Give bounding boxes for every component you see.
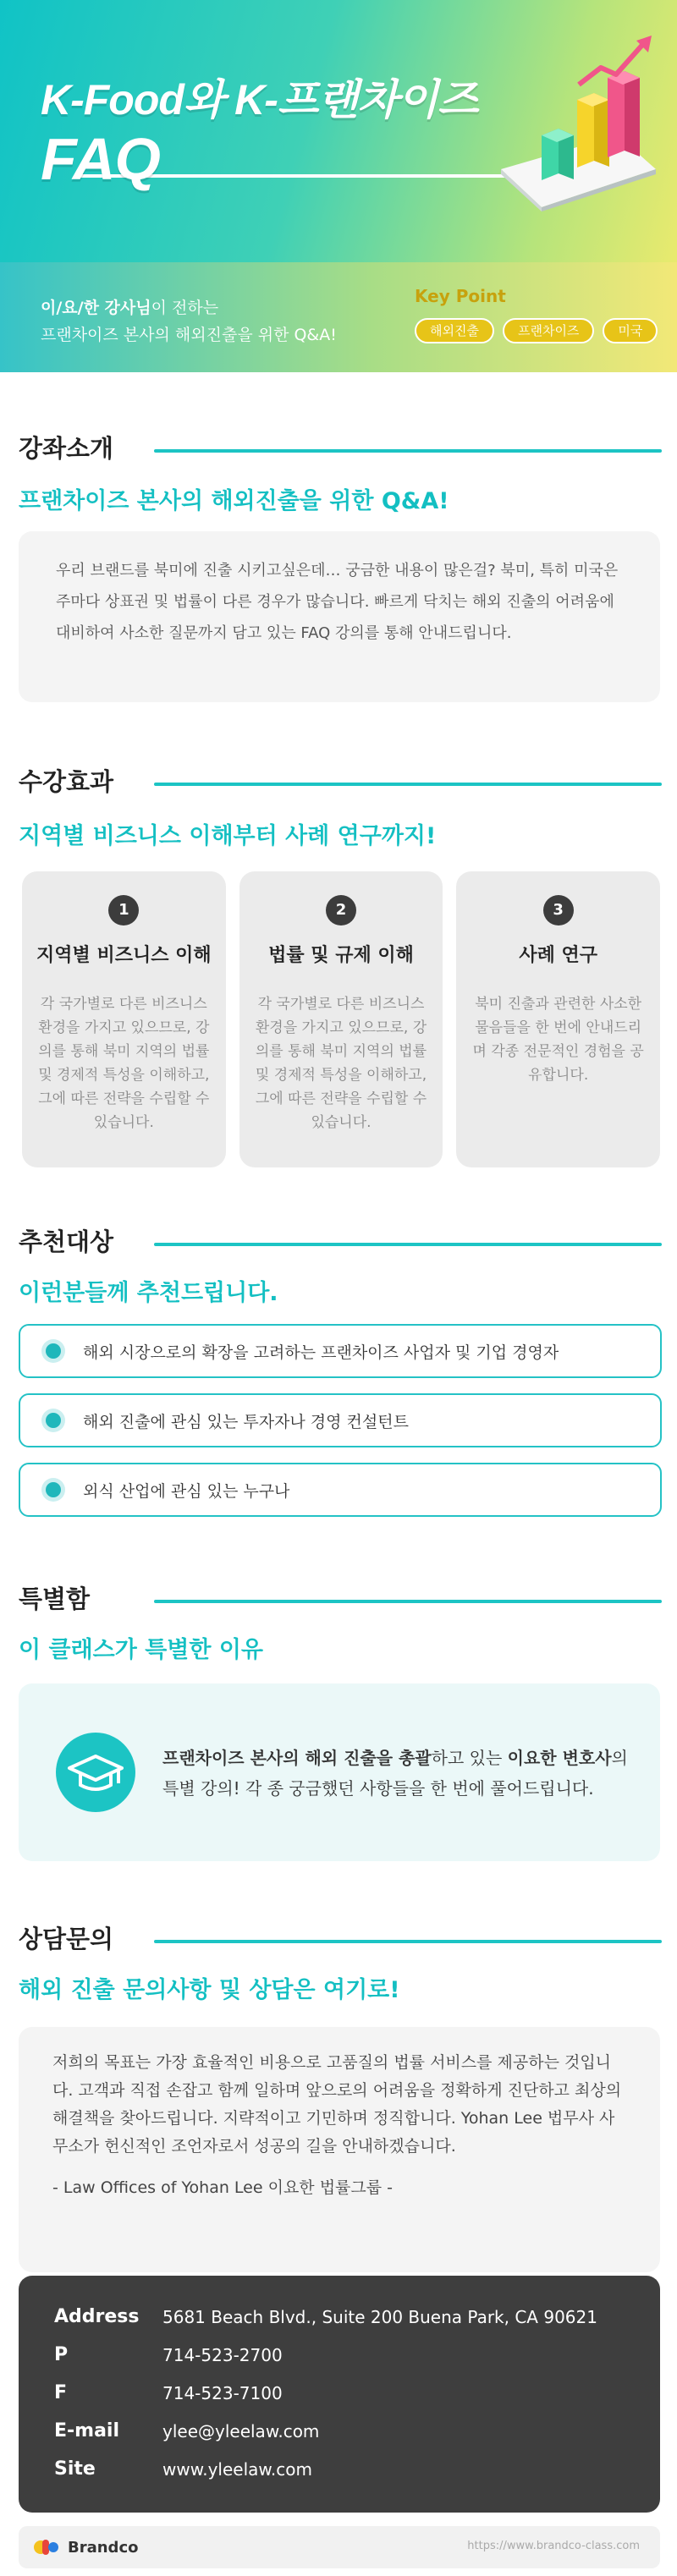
tag-usa: 미국 bbox=[603, 318, 658, 343]
info-row-email bbox=[54, 2412, 625, 2450]
hero-subtitle bbox=[41, 294, 337, 349]
recommend-heading-text: 추천대상 bbox=[19, 1228, 114, 1256]
list-item-text: 해외 시장으로의 확장을 고려하는 프랜차이즈 사업자 및 기업 경영자 bbox=[83, 1343, 559, 1362]
subtitle-line2: 프랜차이즈 본사의 해외진출을 위한 Q&A! bbox=[41, 326, 337, 344]
contact-body: 저희의 목표는 가장 효율적인 비용으로 고품질의 법률 서비스를 제공하는 것입니다. 고객과 직접 손잡고 함께 일하며 앞으로의 어려움을 정확하게 진단하고 최상의 해결책을 찾아드립니다. 지략적이고 기민하며 정직합니다. Yohan Lee 법무사 사무소가 헌신적인 조언자로서 성공의 길을 안내하겠습니다. bbox=[52, 2053, 622, 2156]
bullet-dot bbox=[46, 1413, 61, 1428]
card-desc: 각 국가별로 다른 비즈니스 환경을 가지고 있으므로, 강의를 통해 북미 지역의 법률 및 경제적 특성을 이해하고, 그에 따른 전략을 수립할 수 있습니다. bbox=[38, 996, 210, 1131]
subtitle-rest: 이 전하는 bbox=[151, 299, 219, 317]
email-link[interactable]: ylee@yleelaw.com bbox=[162, 2420, 320, 2441]
bar-chart-illustration-icon bbox=[491, 34, 660, 211]
intro-body: 우리 브랜드를 북미에 진출 시키고싶은데… 궁금한 내용이 많은걸? 북미, 특히 미국은 주마다 상표권 및 법률이 다른 경우가 많습니다. 빠르게 닥치는 해외 진출의 어려움에 대비하여 사소한 질문까지 담고 있는 FAQ 강의를 통해 안내드립니다. bbox=[19, 531, 660, 702]
hero-title-line1: K-Food와 K-프랜차이즈 bbox=[41, 76, 478, 124]
card-desc: 각 국가별로 다른 비즈니스 환경을 가지고 있으므로, 강의를 통해 북미 지역의 법률 및 경제적 특성을 이해하고, 그에 따른 전략을 수립할 수 있습니다. bbox=[255, 996, 427, 1131]
list-item bbox=[19, 1393, 662, 1447]
site-link[interactable]: www.yleelaw.com bbox=[162, 2458, 313, 2480]
effect-card bbox=[239, 871, 443, 1167]
card-desc: 북미 진출과 관련한 사소한 물음들을 한 번에 안내드리며 각종 전문적인 경험을 공유합니다. bbox=[472, 996, 644, 1084]
list-item bbox=[19, 1463, 662, 1517]
recommend-subheading: 이런분들께 추천드립니다. bbox=[19, 1280, 278, 1306]
bullet-dot bbox=[46, 1482, 61, 1497]
special-mid: 하고 있는 bbox=[431, 1748, 508, 1768]
tag-overseas: 해외진출 bbox=[415, 318, 494, 343]
contact-heading bbox=[19, 1920, 662, 1954]
footer-url[interactable]: https://www.brandco-class.com bbox=[467, 2540, 640, 2552]
effects-subheading: 지역별 비즈니스 이해부터 사례 연구까지! bbox=[19, 823, 437, 849]
list-item-text: 외식 산업에 관심 있는 누구나 bbox=[83, 1481, 290, 1501]
hero-banner bbox=[0, 0, 677, 262]
tag-franchise: 프랜차이즈 bbox=[503, 318, 594, 343]
brandco-logo-icon bbox=[34, 2538, 59, 2557]
card-title: 지역별 비즈니스 이해 bbox=[36, 945, 212, 966]
key-point-label: Key Point bbox=[415, 286, 506, 306]
list-item bbox=[19, 1324, 662, 1378]
brand-name: Brandco bbox=[68, 2538, 139, 2557]
effects-heading-text: 수강효과 bbox=[19, 767, 114, 796]
contact-box bbox=[19, 2027, 660, 2272]
heading-line bbox=[154, 449, 662, 453]
recommend-heading bbox=[19, 1223, 662, 1257]
list-item-text: 해외 진출에 관심 있는 투자자나 경영 컨설턴트 bbox=[83, 1412, 409, 1431]
special-heading bbox=[19, 1580, 662, 1614]
card-title: 사례 연구 bbox=[519, 945, 598, 966]
info-label: Address bbox=[54, 2306, 140, 2327]
info-label: E-mail bbox=[54, 2420, 120, 2441]
key-point-tags bbox=[415, 318, 658, 343]
card-title: 법률 및 규제 이해 bbox=[268, 945, 414, 966]
info-row-fax bbox=[54, 2374, 625, 2412]
info-value: 714-523-7100 bbox=[162, 2382, 283, 2403]
special-heading-text: 특별함 bbox=[19, 1585, 91, 1613]
special-subheading: 이 클래스가 특별한 이유 bbox=[19, 1637, 264, 1663]
info-row-address bbox=[54, 2298, 625, 2336]
special-bold-2: 이요한 변호사 bbox=[507, 1748, 612, 1768]
info-label: Site bbox=[54, 2458, 96, 2480]
info-label: P bbox=[54, 2344, 69, 2365]
intro-heading-text: 강좌소개 bbox=[19, 434, 114, 463]
heading-line bbox=[154, 1600, 662, 1603]
info-row-phone bbox=[54, 2336, 625, 2374]
card-number: 1 bbox=[108, 895, 139, 925]
graduation-cap-icon bbox=[56, 1733, 135, 1812]
effects-heading bbox=[19, 763, 662, 797]
heading-line bbox=[154, 1243, 662, 1246]
heading-line bbox=[154, 1940, 662, 1943]
heading-line bbox=[154, 783, 662, 786]
hero-title-line2: FAQ bbox=[41, 126, 160, 192]
info-value[interactable]: 714-523-2700 bbox=[162, 2344, 283, 2365]
special-bold-1: 프랜차이즈 본사의 해외 진출을 총괄 bbox=[162, 1748, 432, 1768]
card-number: 3 bbox=[543, 895, 574, 925]
instructor-name: 이/요/한 강사님 bbox=[41, 299, 151, 317]
bullet-dot bbox=[46, 1343, 61, 1359]
intro-heading bbox=[19, 430, 662, 464]
brandco-logo[interactable] bbox=[34, 2538, 138, 2557]
contact-subheading: 해외 진출 문의사항 및 상담은 여기로! bbox=[19, 1977, 400, 2003]
special-rest: 의 특별 강의! 각 종 궁금했던 사항들을 한 번에 풀어드립니다. bbox=[162, 1748, 628, 1799]
effect-cards bbox=[22, 871, 660, 1167]
effect-card bbox=[456, 871, 660, 1167]
info-row-site bbox=[54, 2450, 625, 2488]
contact-info-panel bbox=[19, 2276, 660, 2513]
intro-subheading: 프랜차이즈 본사의 해외진출을 위한 Q&A! bbox=[19, 488, 449, 514]
info-value: 5681 Beach Blvd., Suite 200 Buena Park, CA 90621 bbox=[162, 2306, 597, 2327]
special-box bbox=[19, 1683, 660, 1861]
contact-heading-text: 상담문의 bbox=[19, 1925, 114, 1953]
effect-card bbox=[22, 871, 226, 1167]
info-label: F bbox=[54, 2382, 68, 2403]
footer bbox=[19, 2526, 660, 2568]
card-number: 2 bbox=[326, 895, 356, 925]
special-text bbox=[162, 1743, 636, 1804]
contact-signature: - Law Offices of Yohan Lee 이요한 법률그룹 - bbox=[52, 2178, 394, 2197]
